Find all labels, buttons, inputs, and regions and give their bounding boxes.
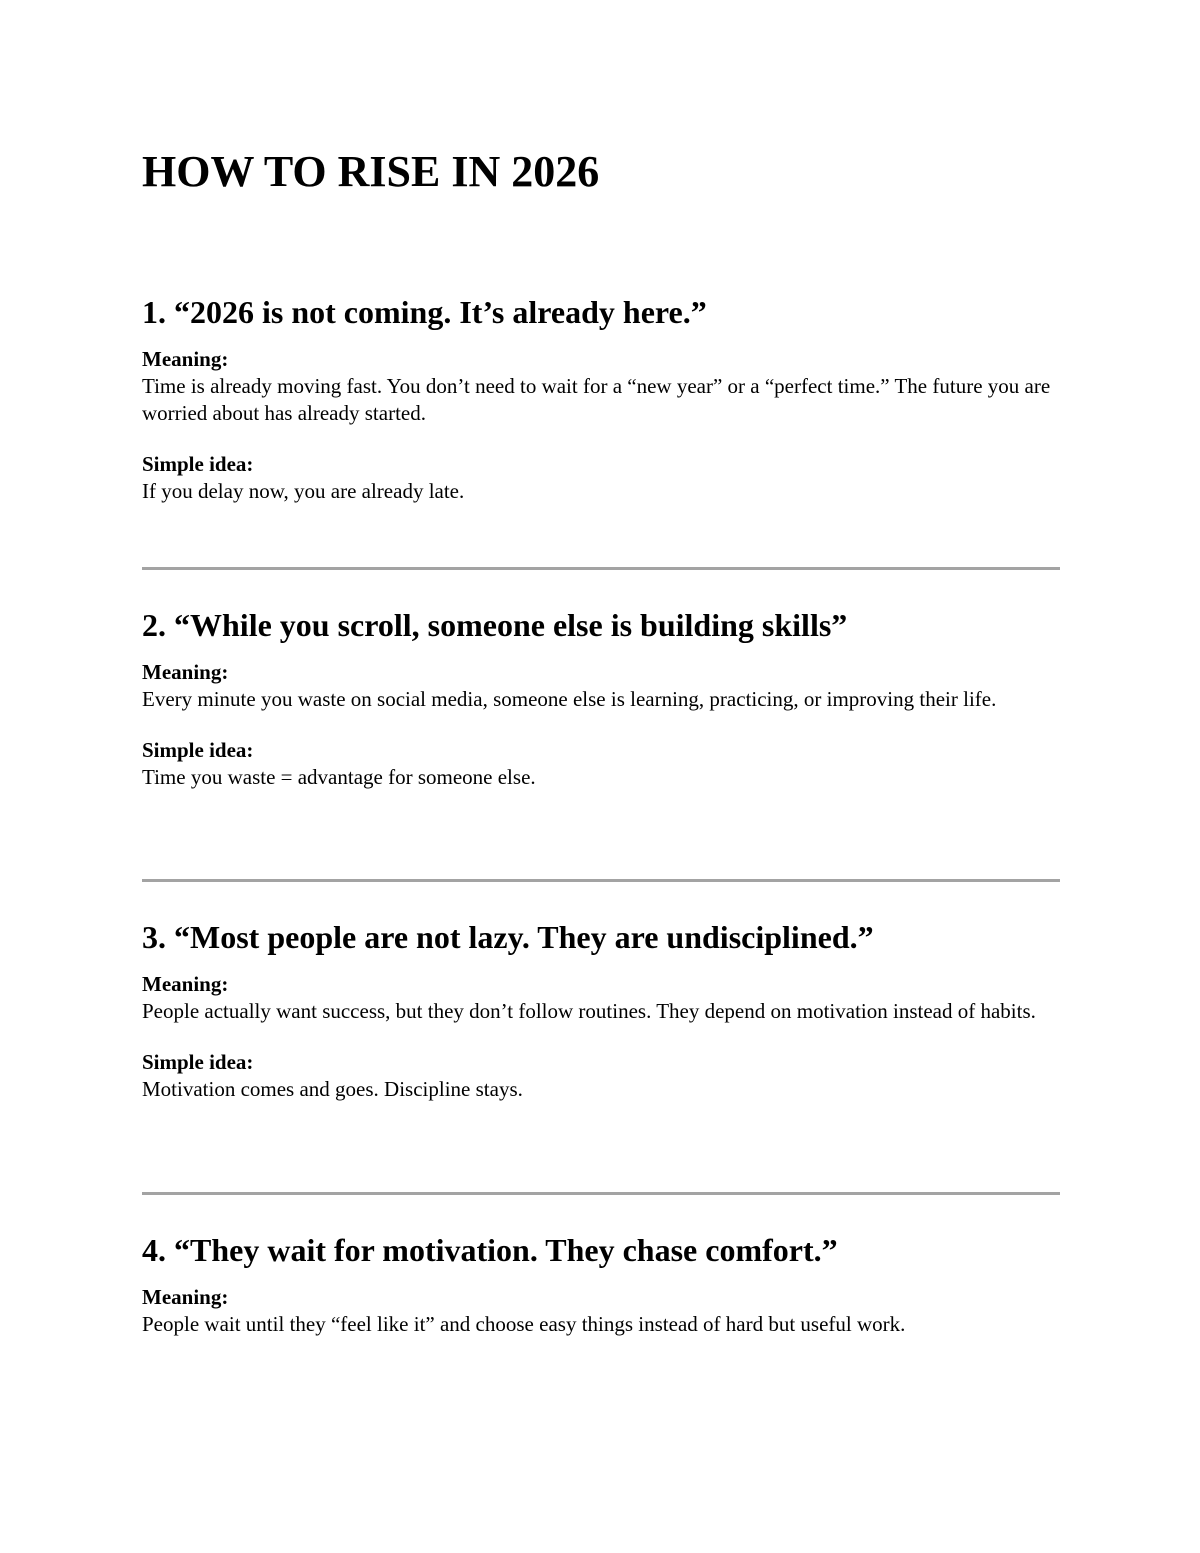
section-divider (142, 567, 1060, 570)
section-3 (142, 917, 1060, 1103)
simple-idea-text: Time you waste = advantage for someone else. (142, 765, 536, 789)
section-heading: 1. “2026 is not coming. It’s already here.” (142, 294, 707, 330)
simple-idea-label: Simple idea: (142, 452, 254, 476)
meaning-label: Meaning: (142, 660, 229, 684)
section-2 (142, 605, 1060, 791)
section-divider (142, 879, 1060, 882)
meaning-label: Meaning: (142, 1285, 229, 1309)
meaning-text: People wait until they “feel like it” and choose easy things instead of hard but useful work. (142, 1312, 906, 1336)
meaning-text: Every minute you waste on social media, someone else is learning, practicing, or improving their life. (142, 687, 997, 711)
simple-idea-text: Motivation comes and goes. Discipline stays. (142, 1077, 523, 1101)
meaning-label: Meaning: (142, 347, 229, 371)
section-heading: 3. “Most people are not lazy. They are undisciplined.” (142, 919, 874, 955)
document-title: HOW TO RISE IN 2026 (142, 147, 600, 196)
section-divider (142, 1192, 1060, 1195)
simple-idea-label: Simple idea: (142, 738, 254, 762)
meaning-label: Meaning: (142, 972, 229, 996)
meaning-text: People actually want success, but they don’t follow routines. They depend on motivation instead of habits. (142, 999, 1036, 1023)
simple-idea-label: Simple idea: (142, 1050, 254, 1074)
simple-idea-text: If you delay now, you are already late. (142, 479, 465, 503)
section-4 (142, 1230, 1060, 1338)
section-heading: 2. “While you scroll, someone else is building skills” (142, 607, 848, 643)
section-heading: 4. “They wait for motivation. They chase comfort.” (142, 1232, 838, 1268)
meaning-text: Time is already moving fast. You don’t need to wait for a “new year” or a “perfect time.” The future you are worried about has already started. (142, 374, 1051, 425)
section-1 (142, 292, 1060, 505)
